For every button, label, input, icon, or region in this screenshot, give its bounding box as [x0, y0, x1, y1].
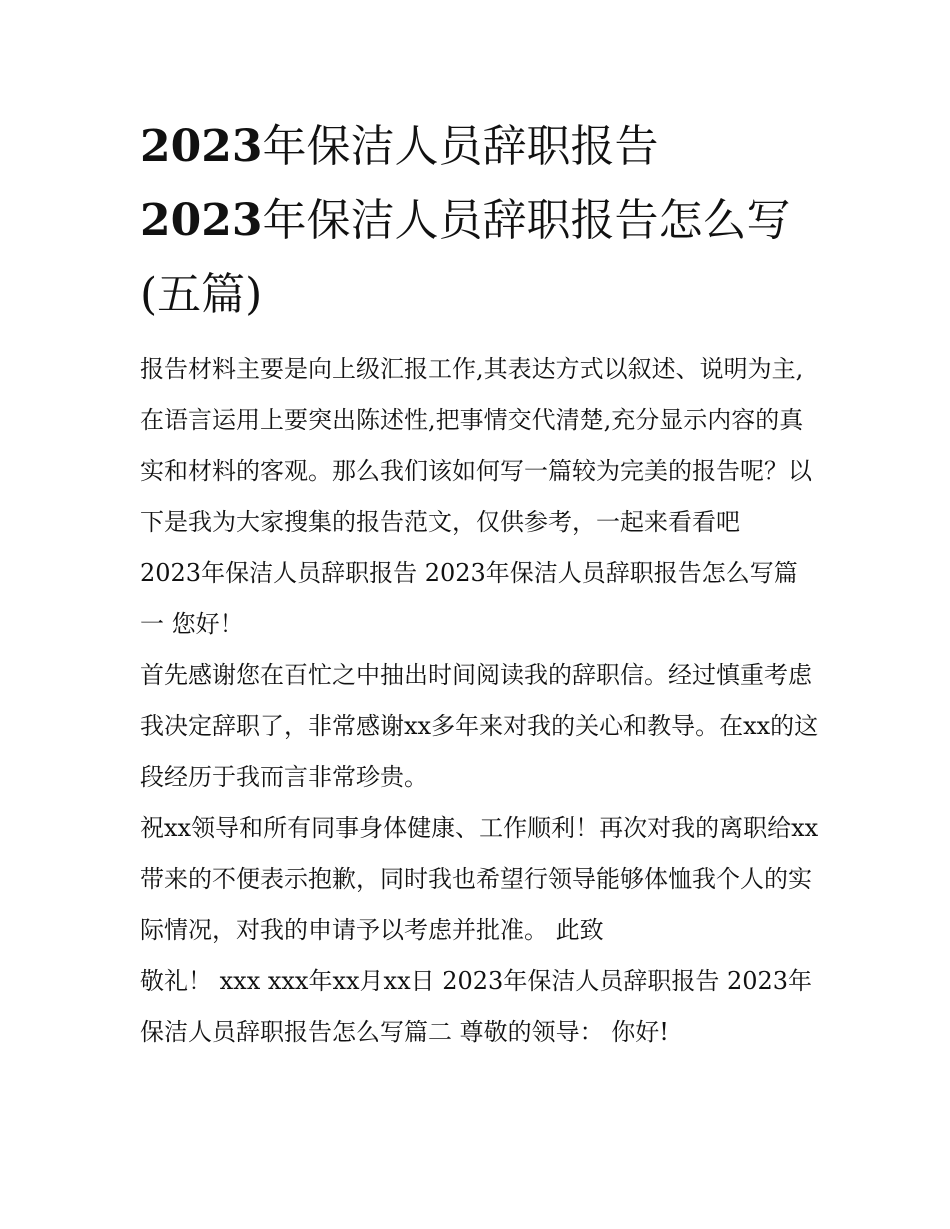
title-line2-text: 年保洁人员辞职报告怎么写(五篇)	[140, 195, 791, 320]
paragraph-closing: 敬礼！ xxx xxx年xx月xx日 2023年保洁人员辞职报告 2023年保洁人员辞职报告怎么写篇二 尊敬的领导： 你好!	[140, 967, 813, 1046]
paragraph-letter-heading: 2023年保洁人员辞职报告 2023年保洁人员辞职报告怎么写篇一 您好！	[140, 559, 798, 638]
document-page	[140, 110, 820, 1058]
paragraph-wishes: 祝xx领导和所有同事身体健康、工作顺利！再次对我的离职给xx带来的不便表示抱歉，同时我也希望行领导能够体恤我个人的实际情况，对我的申请予以考虑并批准。 此致	[140, 814, 819, 944]
paragraph-intro: 报告材料主要是向上级汇报工作,其表达方式以叙述、说明为主,在语言运用上要突出陈述性,把事情交代清楚,充分显示内容的真实和材料的客观。那么我们该如何写一篇较为完美的报告呢？以下是我为大家搜集的报告范文，仅供参考，一起来看看吧	[140, 355, 812, 536]
document-title	[140, 110, 820, 332]
paragraph-thanks: 首先感谢您在百忙之中抽出时间阅读我的辞职信。经过慎重考虑我决定辞职了，非常感谢xx多年来对我的关心和教导。在xx的这段经历于我而言非常珍贵。	[140, 661, 819, 791]
title-line2-year: 2023	[140, 195, 263, 246]
document-body	[140, 344, 820, 1058]
title-line1-year: 2023	[140, 121, 263, 172]
title-line1-text: 年保洁人员辞职报告	[262, 121, 659, 172]
